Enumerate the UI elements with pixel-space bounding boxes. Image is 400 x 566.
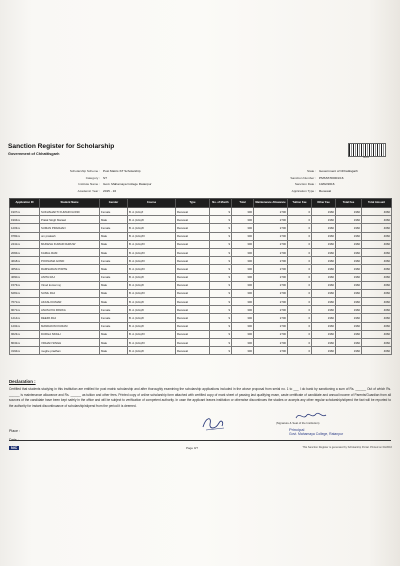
table-cell: 4660 <box>362 240 392 248</box>
table-cell: Renewal <box>176 314 210 322</box>
table-cell: 9 <box>210 216 232 224</box>
table-cell: Female <box>100 306 128 314</box>
table-cell: 2441xx <box>10 240 40 248</box>
table-cell: 1960 <box>312 248 336 256</box>
table-cell: 300 <box>232 314 254 322</box>
institution-stamp <box>289 427 343 436</box>
table-cell: 8032xx <box>10 339 40 347</box>
sanction-table <box>9 198 392 355</box>
table-cell: 300 <box>232 281 254 289</box>
table-cell: 300 <box>232 248 254 256</box>
table-cell: 4654xx <box>10 265 40 273</box>
table-cell: 2700 <box>254 224 288 232</box>
declaration-heading: Declaration : <box>9 379 36 384</box>
table-cell: Renewal <box>176 240 210 248</box>
table-cell: 4660 <box>362 216 392 224</box>
table-cell: B. A.(Arts)/I <box>128 208 176 216</box>
meta-row: Scholarship Scheme : Post Matric-ST Scholarship <box>69 169 141 173</box>
table-cell: 1907xx <box>10 208 40 216</box>
table-cell: 300 <box>232 240 254 248</box>
table-cell: Male <box>100 281 128 289</box>
table-cell: B. A.(Arts)/II <box>128 347 176 355</box>
table-cell: 2700 <box>254 265 288 273</box>
table-cell: 1960 <box>336 216 362 224</box>
table-cell: 0 <box>288 347 312 355</box>
table-cell: Male <box>100 339 128 347</box>
table-cell: 9 <box>210 208 232 216</box>
meta-right-block <box>270 168 358 194</box>
table-cell: 0 <box>288 265 312 273</box>
table-cell: 2700 <box>254 298 288 306</box>
declaration-text: Certified that students studying in this institution are entitled for post matric scholarship and after thoroughly examining the scholarship applications included in the above proposal from serial no. 1 to ___ I do bank by sanctioning a sum of Rs. ______ Out of which Rs. ______ is maintenance allowance and Rs. ______ as tuition and other fees. Printed copy of online scholarship form attached with certified copy of mark sheet of passing last qualifying exam, caste certificate of candidate and annual income of Parents/Guardian from all sources of the candidate have been kept safely in the office and will be subject to verification of competent authority. In case the applicant leaves institution or otherwise discontinues the studies or accepts any other regular scholarship/stipend the fact will be reported to the authority for instant discontinuance of scholarship/stipend from the period it is deemed. <box>9 387 391 408</box>
table-cell: 300 <box>232 330 254 338</box>
table-row <box>10 339 392 347</box>
table-cell: Renewal <box>176 248 210 256</box>
barcode-image <box>348 143 386 157</box>
table-row <box>10 281 392 289</box>
table-cell: 9 <box>210 347 232 355</box>
table-cell: 2700 <box>254 232 288 240</box>
table-cell: 4660 <box>362 224 392 232</box>
table-cell: 0 <box>288 339 312 347</box>
table-cell: Female <box>100 224 128 232</box>
table-cell: 4660 <box>362 298 392 306</box>
table-cell: 2084xx <box>10 248 40 256</box>
table-cell: 1960 <box>312 208 336 216</box>
table-cell: ANITA RAJ <box>40 273 100 281</box>
table-cell: 9 <box>210 265 232 273</box>
table-cell: B. A.(Arts)/II <box>128 306 176 314</box>
table-cell: 1960 <box>312 289 336 297</box>
table-cell: 1960 <box>336 306 362 314</box>
table-header-cell: Maintenance Allowance <box>254 199 288 208</box>
table-cell: B. A.(Arts)/III <box>128 257 176 265</box>
place-label: Place : <box>9 429 20 433</box>
table-cell: 1960 <box>312 232 336 240</box>
table-cell: 300 <box>232 289 254 297</box>
table-cell: 0 <box>288 330 312 338</box>
table-cell: 4660 <box>362 257 392 265</box>
table-cell: 4660 <box>362 322 392 330</box>
table-cell: B. A.(Arts)/II <box>128 281 176 289</box>
table-row <box>10 232 392 240</box>
table-cell: 3194xx <box>10 347 40 355</box>
table-cell: B. A.(Arts)/III <box>128 330 176 338</box>
table-cell: 300 <box>232 306 254 314</box>
table-header-cell: Total Fee <box>336 199 362 208</box>
table-header-cell: Type <box>176 199 210 208</box>
table-cell: 1960 <box>336 314 362 322</box>
table-cell: 9 <box>210 298 232 306</box>
table-cell: Male <box>100 330 128 338</box>
table-cell: 1960 <box>336 248 362 256</box>
meta-row: Academic Year : 2015 - 16 <box>77 188 117 193</box>
table-cell: 2700 <box>254 330 288 338</box>
table-cell: B. A.(Arts)/III <box>128 240 176 248</box>
place-date-block <box>9 427 20 445</box>
nic-logo: NIC <box>11 446 18 450</box>
table-cell: 0 <box>288 298 312 306</box>
table-cell: Vinod kumar raj <box>40 281 100 289</box>
table-cell: Renewal <box>176 265 210 273</box>
table-cell: B. A.(Arts)/II <box>128 273 176 281</box>
table-cell: B. A.(Arts)/II <box>128 314 176 322</box>
meta-row: Sanction Number : PMSST/00001/16 <box>290 175 344 180</box>
table-cell: 1960 <box>336 298 362 306</box>
table-row <box>10 322 392 330</box>
table-cell: 9782xx <box>10 232 40 240</box>
table-cell: 4660 <box>362 314 392 322</box>
table-cell: 4618xx <box>10 257 40 265</box>
table-cell: 6281xx <box>10 289 40 297</box>
table-cell: 1960 <box>336 232 362 240</box>
table-cell: B. A.(Arts)/III <box>128 232 176 240</box>
table-cell: Renewal <box>176 298 210 306</box>
table-cell: 1960 <box>336 330 362 338</box>
table-cell: 1960 <box>312 322 336 330</box>
table-cell: 0 <box>288 216 312 224</box>
table-cell: 1203xx <box>10 224 40 232</box>
table-cell: 1960 <box>312 339 336 347</box>
document-title: Sanction Register for Scholarship <box>8 143 115 150</box>
table-cell: 4660 <box>362 273 392 281</box>
table-cell: 1960 <box>312 216 336 224</box>
table-row <box>10 257 392 265</box>
table-cell: Female <box>100 208 128 216</box>
table-cell: 1960 <box>312 273 336 281</box>
table-cell: Renewal <box>176 208 210 216</box>
table-cell: 300 <box>232 298 254 306</box>
table-cell: 9 <box>210 322 232 330</box>
table-cell: 1960 <box>336 322 362 330</box>
table-cell: 1960 <box>336 281 362 289</box>
table-cell: 9 <box>210 330 232 338</box>
table-cell: Male <box>100 265 128 273</box>
table-cell: 4660 <box>362 347 392 355</box>
table-cell: 0 <box>288 273 312 281</box>
meta-row: Institute Name : Govt. Mahamaya College Ratanpur <box>78 182 152 187</box>
table-cell: 9 <box>210 224 232 232</box>
table-cell: 1960 <box>312 298 336 306</box>
table-cell: B. A.(Arts)/II <box>128 322 176 330</box>
table-cell: Renewal <box>176 322 210 330</box>
page-number: Page 0/7 <box>186 446 199 450</box>
table-cell: SUMAN PRADHAN <box>40 224 100 232</box>
meta-row: Sanction Date : 10/02/2016 <box>294 182 335 187</box>
table-cell: 9 <box>210 314 232 322</box>
table-cell: 1960 <box>336 257 362 265</box>
table-cell: 2700 <box>254 240 288 248</box>
table-cell: Female <box>100 257 128 265</box>
table-cell: meghe pradhan <box>40 347 100 355</box>
table-cell: B. A.(Arts)/III <box>128 265 176 273</box>
table-cell: 7671xx <box>10 298 40 306</box>
table-header-cell: Gender <box>100 199 128 208</box>
table-row <box>10 289 392 297</box>
table-cell: Pratal Singh Marawi <box>40 216 100 224</box>
table-cell: 1960 <box>312 265 336 273</box>
stamp-line: Govt. Mahamaya College, Ratanpur <box>289 432 344 436</box>
table-cell: 1960 <box>336 265 362 273</box>
table-header-cell: Student Name <box>40 199 100 208</box>
table-cell: Renewal <box>176 330 210 338</box>
table-row <box>10 298 392 306</box>
table-header-cell: Other Fee <box>312 199 336 208</box>
table-header-cell: Application ID <box>10 199 40 208</box>
table-cell: VIDHAN SINGH <box>40 339 100 347</box>
table-cell: MUKESH KUMAR DHRUW <box>40 240 100 248</box>
table-cell: 300 <box>232 224 254 232</box>
table-cell: 1904xx <box>10 216 40 224</box>
table-cell: 1960 <box>312 347 336 355</box>
table-cell: SUNIL RAJ <box>40 289 100 297</box>
table-cell: 4660 <box>362 330 392 338</box>
printed-note: This Sanction Register is generated by Scholarship Portal. Printed on 04/2016 <box>302 446 392 449</box>
table-cell: Male <box>100 289 128 297</box>
table-cell: Male <box>100 248 128 256</box>
table-header-cell: Total <box>232 199 254 208</box>
table-cell: 9 <box>210 232 232 240</box>
table-cell: DURGA SINGH <box>40 330 100 338</box>
table-cell: 0 <box>288 322 312 330</box>
table-cell: Female <box>100 273 128 281</box>
table-cell: 0 <box>288 208 312 216</box>
table-cell: ANUSUIYA PANIKA <box>40 306 100 314</box>
table-cell: om prakash <box>40 232 100 240</box>
table-cell: Male <box>100 298 128 306</box>
table-cell: 1960 <box>336 224 362 232</box>
table-cell: 1960 <box>312 240 336 248</box>
table-cell: 300 <box>232 322 254 330</box>
table-cell: 300 <box>232 216 254 224</box>
table-row <box>10 265 392 273</box>
table-cell: 9 <box>210 281 232 289</box>
table-cell: Renewal <box>176 216 210 224</box>
table-cell: 0 <box>288 257 312 265</box>
table-cell: 1960 <box>312 257 336 265</box>
table-cell: 2700 <box>254 273 288 281</box>
table-cell: 1214xx <box>10 314 40 322</box>
table-cell: 1573xx <box>10 281 40 289</box>
footer-divider <box>9 440 391 441</box>
table-header-cell: Tuition Fee <box>288 199 312 208</box>
table-cell: Female <box>100 314 128 322</box>
table-cell: 1960 <box>336 339 362 347</box>
table-row <box>10 208 392 216</box>
table-cell: 300 <box>232 347 254 355</box>
table-cell: 2700 <box>254 248 288 256</box>
table-cell: Renewal <box>176 339 210 347</box>
table-cell: 2700 <box>254 216 288 224</box>
table-cell: Male <box>100 216 128 224</box>
table-row <box>10 273 392 281</box>
table-cell: 1960 <box>312 314 336 322</box>
table-cell: 1960 <box>336 273 362 281</box>
table-cell: 4660 <box>362 289 392 297</box>
table-cell: 1960 <box>336 289 362 297</box>
table-cell: 4660 <box>362 265 392 273</box>
table-cell: 2700 <box>254 322 288 330</box>
table-cell: 1960 <box>312 306 336 314</box>
table-cell: Renewal <box>176 273 210 281</box>
table-cell: Renewal <box>176 289 210 297</box>
table-cell: 0 <box>288 240 312 248</box>
table-cell: 9 <box>210 339 232 347</box>
table-row <box>10 314 392 322</box>
table-cell: 1960 <box>312 281 336 289</box>
table-cell: 2700 <box>254 257 288 265</box>
table-cell: B. A.(Arts)/III <box>128 248 176 256</box>
table-cell: 1960 <box>312 224 336 232</box>
table-cell: 9 <box>210 257 232 265</box>
table-cell: 1960 <box>312 330 336 338</box>
table-cell: 0 <box>288 314 312 322</box>
table-cell: Male <box>100 347 128 355</box>
handwritten-signature <box>200 413 228 433</box>
meta-row: State : Government of Chhattisgarh <box>307 169 358 173</box>
table-cell: 300 <box>232 232 254 240</box>
table-cell: 1960 <box>336 240 362 248</box>
table-cell: Renewal <box>176 281 210 289</box>
table-cell: 9 <box>210 306 232 314</box>
table-cell: 300 <box>232 208 254 216</box>
table-cell: 9 <box>210 273 232 281</box>
table-header-row <box>10 199 392 208</box>
document-subtitle: Government of Chhattisgarh <box>8 152 60 156</box>
table-cell: 4660 <box>362 232 392 240</box>
table-cell: 4660xx <box>10 273 40 281</box>
table-cell: 9071xx <box>10 306 40 314</box>
table-cell: MANDAKINI KURAM <box>40 322 100 330</box>
table-cell: 300 <box>232 273 254 281</box>
table-cell: Male <box>100 232 128 240</box>
table-cell: B. A.(Arts)/II <box>128 298 176 306</box>
table-cell: 4660 <box>362 208 392 216</box>
table-cell: 2700 <box>254 208 288 216</box>
table-cell: POONAMA GOND <box>40 257 100 265</box>
table-cell: 0 <box>288 232 312 240</box>
table-body <box>10 208 392 355</box>
table-cell: 9 <box>210 240 232 248</box>
table-cell: SUKHSHAKTI KUMARI GOND <box>40 208 100 216</box>
stamp-line: Principal <box>289 427 305 432</box>
table-cell: 4660 <box>362 281 392 289</box>
table-row <box>10 347 392 355</box>
table-row <box>10 240 392 248</box>
table-cell: 9 <box>210 248 232 256</box>
table-row <box>10 216 392 224</box>
table-cell: 1960 <box>336 208 362 216</box>
table-cell: 300 <box>232 265 254 273</box>
date-label: Date : <box>9 438 19 442</box>
table-row <box>10 224 392 232</box>
table-cell: 0 <box>288 281 312 289</box>
table-cell: 2700 <box>254 289 288 297</box>
table-cell: 0 <box>288 306 312 314</box>
table-cell: Renewal <box>176 257 210 265</box>
table-cell: 1202xx <box>10 322 40 330</box>
table-cell: 2700 <box>254 281 288 289</box>
table-row <box>10 330 392 338</box>
table-cell: 9623xx <box>10 330 40 338</box>
table-cell: Renewal <box>176 347 210 355</box>
table-cell: 300 <box>232 257 254 265</box>
table-cell: 9 <box>210 289 232 297</box>
meta-left-block <box>42 168 152 194</box>
table-cell: Renewal <box>176 232 210 240</box>
table-cell: 4660 <box>362 248 392 256</box>
signature-caption: (Signature & Seal of the Institution) <box>276 421 320 425</box>
barcode-number: 0001 <box>363 156 369 159</box>
table-row <box>10 306 392 314</box>
meta-row: Category : ST <box>85 175 107 180</box>
table-cell: 4660 <box>362 306 392 314</box>
table-row <box>10 248 392 256</box>
table-cell: KAMAL RAM <box>40 248 100 256</box>
table-cell: B. A.(Arts)/II <box>128 216 176 224</box>
table-cell: 2700 <box>254 306 288 314</box>
table-cell: Female <box>100 322 128 330</box>
table-cell: 0 <box>288 248 312 256</box>
table-cell: 2700 <box>254 314 288 322</box>
table-cell: Renewal <box>176 224 210 232</box>
table-cell: 0 <box>288 224 312 232</box>
table-cell: 0 <box>288 289 312 297</box>
table-header-cell: No. of Month <box>210 199 232 208</box>
table-cell: Renewal <box>176 306 210 314</box>
table-header-cell: Total Amount <box>362 199 392 208</box>
table-cell: 2700 <box>254 339 288 347</box>
table-cell: 2700 <box>254 347 288 355</box>
table-cell: 1960 <box>336 347 362 355</box>
meta-row: Application Type : Renewal <box>291 188 332 193</box>
table-cell: B. A.(Arts)/II <box>128 224 176 232</box>
table-cell: 300 <box>232 339 254 347</box>
table-cell: 4660 <box>362 339 392 347</box>
table-cell: AKASH KUMAR <box>40 298 100 306</box>
table-cell: B. A.(Arts)/III <box>128 289 176 297</box>
table-cell: DEEPA RAJ <box>40 314 100 322</box>
table-cell: Male <box>100 240 128 248</box>
table-header-cell: Course <box>128 199 176 208</box>
table-cell: B. A.(Arts)/III <box>128 339 176 347</box>
table-cell: RAMSARAN PORTE <box>40 265 100 273</box>
